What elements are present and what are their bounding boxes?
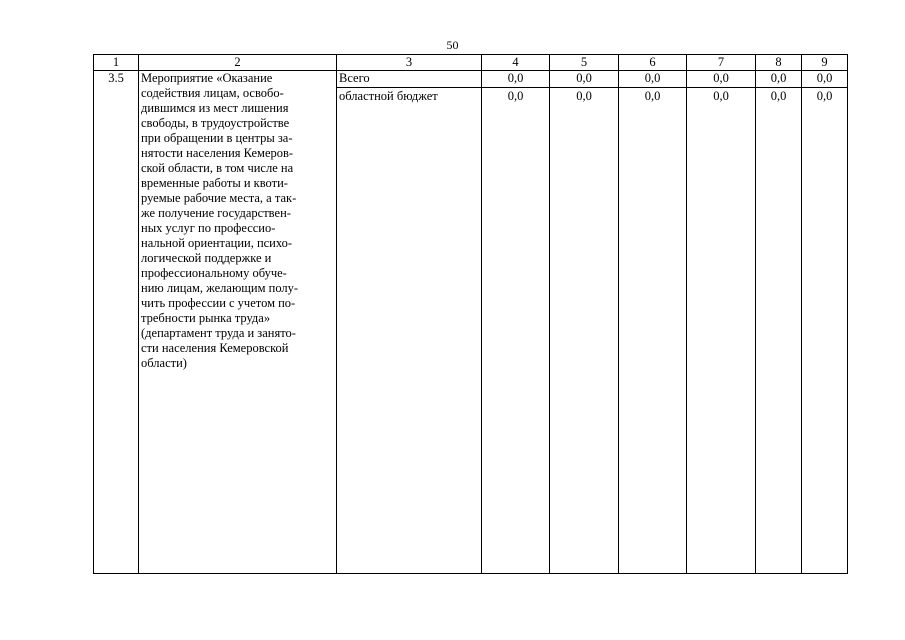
page-number: 50	[446, 38, 459, 52]
table-header-row	[94, 55, 848, 71]
value-cell: 0,0	[482, 71, 550, 88]
column-header: 2	[139, 55, 337, 71]
column-header: 3	[337, 55, 482, 71]
funding-source-label: Всего	[337, 71, 482, 88]
value-cell: 0,0	[550, 71, 619, 88]
value-cell: 0,0	[482, 88, 550, 574]
value-cell: 0,0	[619, 71, 687, 88]
column-header: 6	[619, 55, 687, 71]
value-cell: 0,0	[550, 88, 619, 574]
column-header: 7	[687, 55, 756, 71]
value-cell: 0,0	[756, 71, 802, 88]
value-cell: 0,0	[687, 71, 756, 88]
funding-source-label: областной бюджет	[337, 88, 482, 574]
value-cell: 0,0	[802, 88, 848, 574]
item-description: Мероприятие «Оказание содействия лицам, освобо- дившимся из мест лишения свободы, в трудоустройстве при обращении в центры за- нятости населения Кемеров- ской области, в том числе на временные работы и квоти- руемые рабочие места, а так- же получение государствен- ных услуг по профессио- нальной ориентации, психо- логической поддержке и профессиональному обуче- нию лицам, желающим полу- чить профессии с учетом по- требности рынка труда» (департамент труда и занято- сти населения Кемеровской области)	[139, 71, 337, 574]
value-cell: 0,0	[802, 71, 848, 88]
column-header: 8	[756, 55, 802, 71]
value-cell: 0,0	[756, 88, 802, 574]
column-header: 1	[94, 55, 139, 71]
budget-table	[93, 54, 848, 574]
column-header: 5	[550, 55, 619, 71]
item-code: 3.5	[94, 71, 139, 574]
column-header: 4	[482, 55, 550, 71]
value-cell: 0,0	[687, 88, 756, 574]
column-header: 9	[802, 55, 848, 71]
table-row	[94, 71, 848, 88]
value-cell: 0,0	[619, 88, 687, 574]
